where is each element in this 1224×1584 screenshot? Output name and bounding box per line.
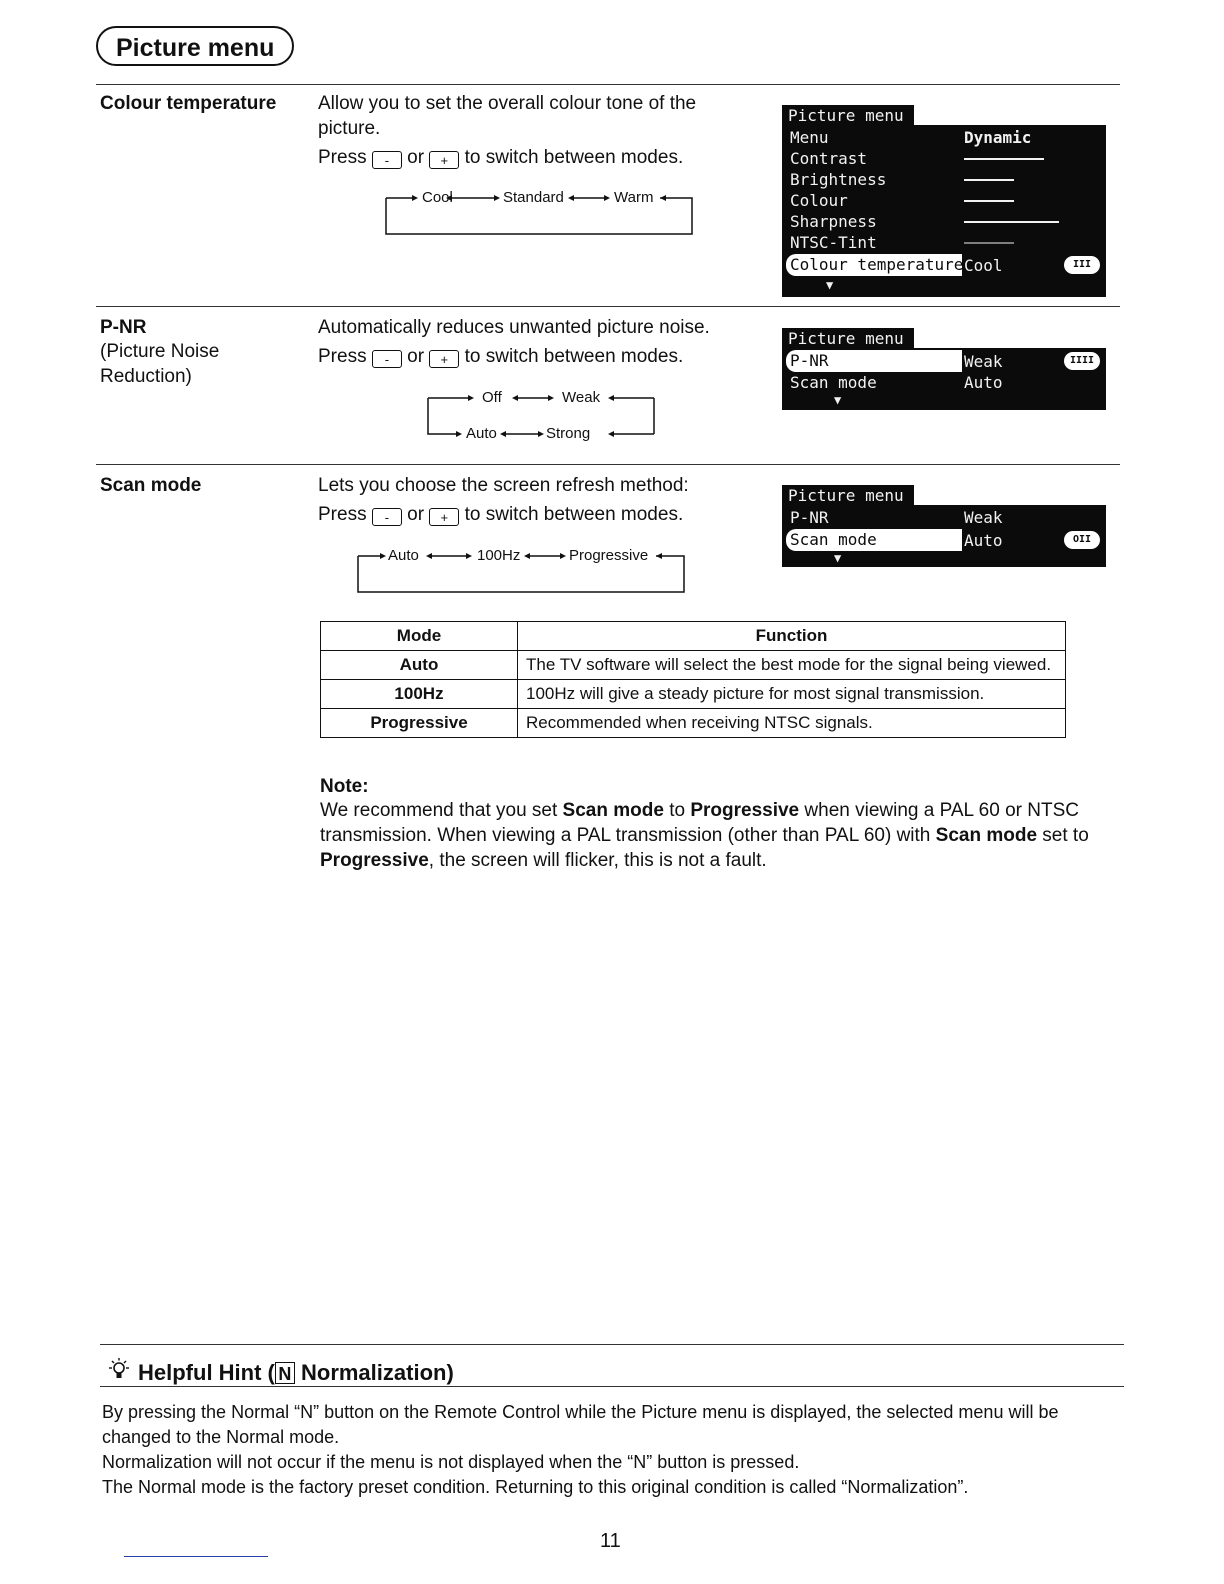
osd-tab-title: Picture menu xyxy=(782,105,914,127)
header-divider xyxy=(96,84,1120,85)
table-cell-mode: 100Hz xyxy=(321,680,518,709)
section-label-scan-mode: Scan mode xyxy=(100,475,202,496)
hint-line: Normalization will not occur if the menu is not displayed when the “N” button is pressed. xyxy=(102,1452,800,1472)
osd-row-pnr: P-NR xyxy=(790,508,829,527)
osd-bar-brightness xyxy=(964,179,1014,181)
osd-row-menu: Menu xyxy=(790,128,829,147)
note-text: We recommend that you set xyxy=(320,800,563,821)
table-cell-function: 100Hz will give a steady picture for most signal transmission. xyxy=(518,680,1066,709)
scan-mode-press-line xyxy=(318,502,683,527)
table-cell-function: Recommended when receiving NTSC signals. xyxy=(518,709,1066,738)
down-arrow-icon: ▼ xyxy=(826,278,834,292)
osd-value-colour-temperature: Cool xyxy=(964,256,1003,275)
press-or: or xyxy=(407,504,425,525)
plus-key-icon: + xyxy=(429,350,459,368)
osd-picture-menu-colour-temperature xyxy=(782,106,1106,297)
minus-key-icon: - xyxy=(372,151,402,169)
colour-temperature-press-line xyxy=(318,145,683,170)
osd-value-menu: Dynamic xyxy=(964,128,1032,147)
table-row xyxy=(321,680,1066,709)
note-text: to xyxy=(663,800,691,821)
press-suffix: to switch between modes. xyxy=(464,504,684,525)
hint-line: The Normal mode is the factory preset condition. Returning to this original condition is called “Normalization”. xyxy=(102,1477,969,1497)
osd-bar-contrast xyxy=(964,158,1044,160)
cycle-option-standard: Standard xyxy=(503,189,564,206)
table-cell-function: The TV software will select the best mode for the signal being viewed. xyxy=(518,651,1066,680)
cycle-option-cool: Cool xyxy=(422,189,453,206)
osd-indicator-pill: OII xyxy=(1064,531,1100,549)
osd-value-pnr: Weak xyxy=(964,508,1003,527)
page-title: Picture menu xyxy=(96,26,294,66)
press-or: or xyxy=(407,147,425,168)
pnr-press-line xyxy=(318,344,683,369)
pnr-description: Automatically reduces unwanted picture noise. xyxy=(318,317,710,338)
note-bold: Progressive xyxy=(690,800,800,821)
note-text: set to xyxy=(1037,825,1089,846)
note-title: Note: xyxy=(320,776,369,797)
down-arrow-icon: ▼ xyxy=(834,393,842,407)
colour-temperature-description: Allow you to set the overall colour tone of the picture. xyxy=(318,93,697,139)
scan-mode-description: Lets you choose the screen refresh method: xyxy=(318,475,689,496)
n-button-icon: N xyxy=(275,1362,295,1384)
hint-title-suffix: Normalization) xyxy=(294,1360,454,1385)
osd-value-pnr: Weak xyxy=(964,352,1003,371)
osd-row-sharpness: Sharpness xyxy=(790,212,877,231)
press-prefix: Press xyxy=(318,346,367,367)
osd-bar-sharpness xyxy=(964,221,1059,223)
cycle-option-progressive: Progressive xyxy=(569,547,649,564)
osd-picture-menu-scan-mode xyxy=(782,486,1106,567)
pnr-cycle-diagram xyxy=(426,386,656,444)
table-cell-mode: Progressive xyxy=(321,709,518,738)
osd-bar-ntsc-tint xyxy=(964,242,1014,244)
cycle-lines xyxy=(426,386,656,444)
footer-line xyxy=(124,1556,268,1557)
osd-picture-menu-pnr xyxy=(782,329,1106,410)
osd-value-scan-mode: Auto xyxy=(964,373,1003,392)
osd-value-scan-mode: Auto xyxy=(964,531,1003,550)
cycle-option-weak: Weak xyxy=(562,389,601,406)
note-bold: Scan mode xyxy=(562,800,664,821)
cycle-option-auto: Auto xyxy=(388,547,419,564)
scan-mode-table xyxy=(320,621,1066,738)
osd-indicator-pill: IIII xyxy=(1064,352,1100,370)
hint-top-divider xyxy=(100,1344,1124,1345)
cycle-option-strong: Strong xyxy=(546,425,591,442)
osd-row-colour: Colour xyxy=(790,191,848,210)
osd-indicator-pill: III xyxy=(1064,256,1100,274)
scan-mode-cycle-diagram xyxy=(356,544,686,594)
cycle-option-auto: Auto xyxy=(466,425,497,442)
note-text: when viewing a PAL 60 or NTSC transmission. When viewing a PAL transmission (other than PAL 60) with xyxy=(320,800,1079,846)
note-bold: Progressive xyxy=(320,850,429,871)
colour-temperature-cycle-diagram xyxy=(384,186,694,236)
osd-row-contrast: Contrast xyxy=(790,149,868,168)
minus-key-icon: - xyxy=(372,508,402,526)
table-header-mode: Mode xyxy=(321,622,518,651)
osd-tab-title: Picture menu xyxy=(782,328,914,350)
press-prefix: Press xyxy=(318,147,367,168)
lightbulb-icon xyxy=(104,1356,134,1390)
hint-body xyxy=(102,1400,1124,1500)
table-header-row xyxy=(321,622,1066,651)
osd-selected-colour-temperature: Colour temperature xyxy=(786,254,962,276)
page-number: 11 xyxy=(600,1530,621,1552)
note-body xyxy=(320,798,1110,873)
section-divider xyxy=(96,464,1120,465)
osd-bar-colour xyxy=(964,200,1014,202)
hint-title-prefix: Helpful Hint ( xyxy=(138,1360,275,1385)
section-divider xyxy=(96,306,1120,307)
osd-row-ntsc-tint: NTSC-Tint xyxy=(790,233,877,252)
osd-row-brightness: Brightness xyxy=(790,170,887,189)
table-header-function: Function xyxy=(518,622,1066,651)
hint-bottom-divider xyxy=(100,1386,1124,1387)
helpful-hint-title xyxy=(104,1356,454,1390)
cycle-option-off: Off xyxy=(482,389,502,406)
down-arrow-icon: ▼ xyxy=(834,551,842,565)
section-label-pnr: P-NR xyxy=(100,317,147,338)
note-bold: Scan mode xyxy=(935,825,1038,846)
hint-line: By pressing the Normal “N” button on the Remote Control while the Picture menu is displayed, the selected menu will be changed to the Normal mode. xyxy=(102,1402,1059,1447)
table-row xyxy=(321,709,1066,738)
plus-key-icon: + xyxy=(429,151,459,169)
osd-selected-scan-mode: Scan mode xyxy=(786,529,962,551)
osd-selected-pnr: P-NR xyxy=(786,350,962,372)
plus-key-icon: + xyxy=(429,508,459,526)
table-row xyxy=(321,651,1066,680)
press-prefix: Press xyxy=(318,504,367,525)
osd-row-scan-mode: Scan mode xyxy=(790,373,877,392)
press-suffix: to switch between modes. xyxy=(464,147,684,168)
press-suffix: to switch between modes. xyxy=(464,346,684,367)
section-label-colour-temperature: Colour temperature xyxy=(100,93,277,114)
osd-tab-title: Picture menu xyxy=(782,485,914,507)
minus-key-icon: - xyxy=(372,350,402,368)
cycle-option-warm: Warm xyxy=(614,189,654,206)
pnr-subtitle: (Picture Noise Reduction) xyxy=(100,341,220,387)
cycle-option-100hz: 100Hz xyxy=(477,547,521,564)
table-cell-mode: Auto xyxy=(321,651,518,680)
note-text: , the screen will flicker, this is not a fault. xyxy=(428,850,767,871)
press-or: or xyxy=(407,346,425,367)
